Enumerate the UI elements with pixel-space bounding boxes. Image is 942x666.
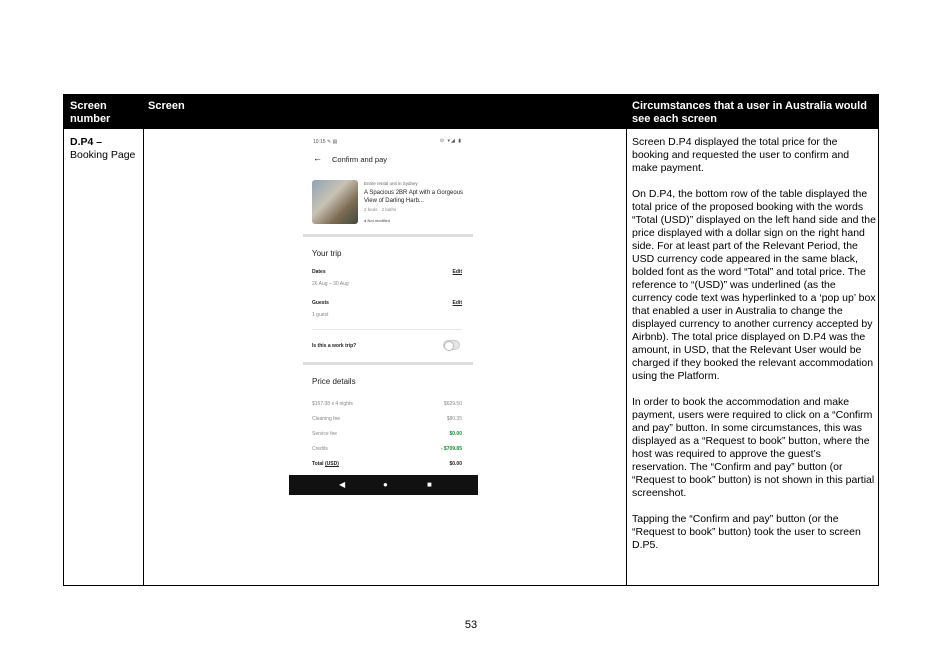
- total-row: [312, 461, 462, 469]
- edit-guests-link[interactable]: Edit: [452, 300, 462, 306]
- work-trip-toggle[interactable]: [443, 340, 460, 350]
- price-row: Cleaning fee $80.35: [312, 416, 462, 422]
- work-trip-label: Is this a work trip?: [312, 343, 357, 349]
- listing-type: Entire rental unit in Sydney: [364, 181, 418, 186]
- circumstances-cell: [632, 136, 876, 565]
- status-icons: ⊙ ▾◢ ▮: [439, 138, 462, 144]
- status-time: 10:15 ✎ ▤: [313, 139, 338, 145]
- listing-beds: 2 beds · 2 baths: [364, 207, 397, 212]
- total-amount: $0.00: [449, 461, 462, 467]
- header-screen: Screen: [148, 100, 185, 112]
- top-nav: [289, 150, 478, 170]
- currency-link[interactable]: (USD): [324, 461, 339, 467]
- price-details-heading: Price details: [312, 377, 356, 386]
- screen-name: Booking Page: [70, 149, 136, 161]
- paragraph: In order to book the accommodation and make payment, users were required to click on a “Confirm and pay” button. In some circumstances, this was displayed as a “Request to book” button, where the host was required to approve the guest’s reservation. The “Confirm and pay” button (or “Request to book” button) is not shown in this partial screenshot.: [632, 396, 875, 499]
- status-bar: [289, 134, 478, 148]
- listing-name: A Spacious 2BR Apt with a Gorgeous View of Darling Harb...: [364, 190, 464, 204]
- phone-screenshot: [289, 134, 478, 495]
- screen-id: D.P4 –: [70, 136, 103, 148]
- page-number: 53: [464, 619, 478, 631]
- toggle-knob: [444, 341, 454, 351]
- nav-back-icon[interactable]: ◀: [339, 480, 346, 489]
- page-title: Confirm and pay: [332, 155, 388, 164]
- paragraph: Tapping the “Confirm and pay” button (or the “Request to book” button) took the user to screen D.P5.: [632, 513, 861, 551]
- dates-value: 26 Aug – 30 Aug: [312, 281, 349, 287]
- price-row: $157.38 x 4 nights $629.50: [312, 401, 462, 407]
- android-nav-bar: [289, 475, 478, 495]
- your-trip-heading: Your trip: [312, 249, 342, 258]
- divider: [312, 329, 462, 330]
- header-circumstances: Circumstances that a user in Australia would see each screen: [632, 100, 867, 125]
- screen-number-cell: [70, 136, 140, 162]
- nav-recents-icon[interactable]: ■: [427, 480, 432, 489]
- price-row: Service fee $0.00: [312, 431, 462, 437]
- edit-dates-link[interactable]: Edit: [452, 269, 462, 275]
- back-arrow-icon[interactable]: ←: [313, 153, 322, 163]
- section-divider: [303, 362, 473, 365]
- column-divider: [626, 129, 627, 585]
- listing-photo: [312, 180, 358, 224]
- paragraph: On D.P4, the bottom row of the table displayed the total price of the proposed booking with the words “Total (USD)” displayed on the left hand side and the price displayed with a dollar sign on the right hand side. For at least part of the Relevant Period, the USD currency code appeared in the same black, bolded font as the word “Total” and total price. The reference to “(USD)” was underlined (as the currency code text was hyperlinked to a ‘pop up’ box that enabled a user in Australia to change the displayed currency to another currency accepted by Airbnb). The total price displayed on D.P4 was the amount, in USD, that the Relevant User would be charged if they booked the relevant accommodation using the Platform.: [632, 188, 876, 382]
- listing-badge: ● Not modified: [364, 218, 391, 223]
- price-row: Credits - $709.85: [312, 446, 462, 452]
- guests-value: 1 guest: [312, 312, 329, 318]
- guests-label: Guests: [312, 300, 329, 306]
- nav-home-icon[interactable]: ●: [383, 480, 388, 489]
- paragraph: Screen D.P4 displayed the total price for the booking and requested the user to confirm and make payment.: [632, 136, 850, 174]
- column-divider: [143, 129, 144, 585]
- header-screen-number: Screen number: [70, 100, 111, 125]
- dates-label: Dates: [312, 269, 326, 275]
- table-header: [64, 95, 878, 129]
- total-label: Total: [312, 461, 324, 467]
- section-divider: [303, 234, 473, 237]
